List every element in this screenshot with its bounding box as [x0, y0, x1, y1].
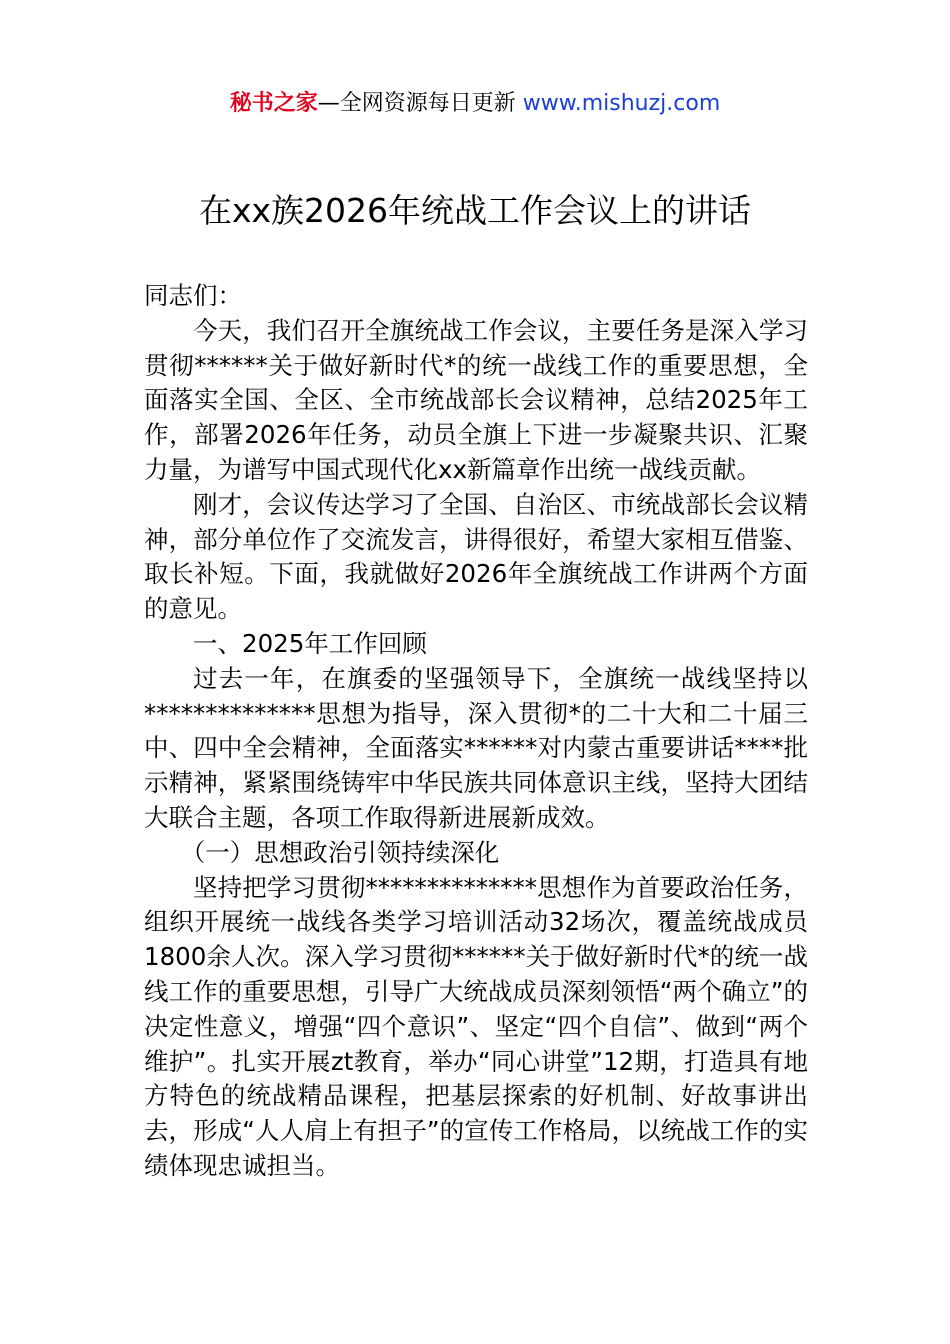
site-tagline: —全网资源每日更新 [317, 91, 523, 116]
section-heading-review: 一、2025年工作回顾 [193, 628, 427, 658]
review-paragraph: 过去一年，在旗委的坚强领导下，全旗统一战线坚持以**************思想为指导，深入贯彻*的二十大和二十届三中、四中全会精神，全面落实******对内蒙古重要讲话****批示精神，紧紧围绕铸牢中华民族共同体意识主线，坚持大团结大联合主题，各项工作取得新进展新成效。 [144, 663, 808, 832]
document-body [144, 279, 808, 1184]
summary-paragraph: 刚才，会议传达学习了全国、自治区、市统战部长会议精神，部分单位作了交流发言，讲得很好，希望大家相互借鉴、取长补短。下面，我就做好2026年全旗统战工作讲两个方面的意见。 [144, 489, 808, 624]
subsection-heading-ideology: （一）思想政治引领持续深化 [180, 837, 500, 867]
intro-paragraph: 今天，我们召开全旗统战工作会议，主要任务是深入学习贯彻******关于做好新时代*的统一战线工作的重要思想，全面落实全国、全区、全市统战部长会议精神，总结2025年工作，部署2026年任务，动员全旗上下进一步凝聚共识、汇聚力量，为谱写中国式现代化xx新篇章作出统一战线贡献。 [144, 315, 808, 484]
salutation: 同志们： [144, 281, 242, 310]
site-header [0, 88, 950, 120]
site-url-link[interactable]: www.mishuzj.com [522, 91, 721, 116]
document-title: 在xx族2026年统战工作会议上的讲话 [198, 191, 752, 230]
site-brand: 秘书之家 [229, 91, 318, 116]
ideology-paragraph: 坚持把学习贯彻**************思想作为首要政治任务，组织开展统一战线各类学习培训活动32场次，覆盖统战成员1800余人次。深入学习贯彻******关于做好新时代*的统一战线工作的重要思想，引导广大统战成员深刻领悟“两个确立”的决定性意义，增强“四个意识”、坚定“四个自信”、做到“两个维护”。扎实开展zt教育，举办“同心讲堂”12期，打造具有地方特色的统战精品课程，把基层探索的好机制、好故事讲出去，形成“人人肩上有担子”的宣传工作格局，以统战工作的实绩体现忠诚担当。 [144, 872, 808, 1180]
